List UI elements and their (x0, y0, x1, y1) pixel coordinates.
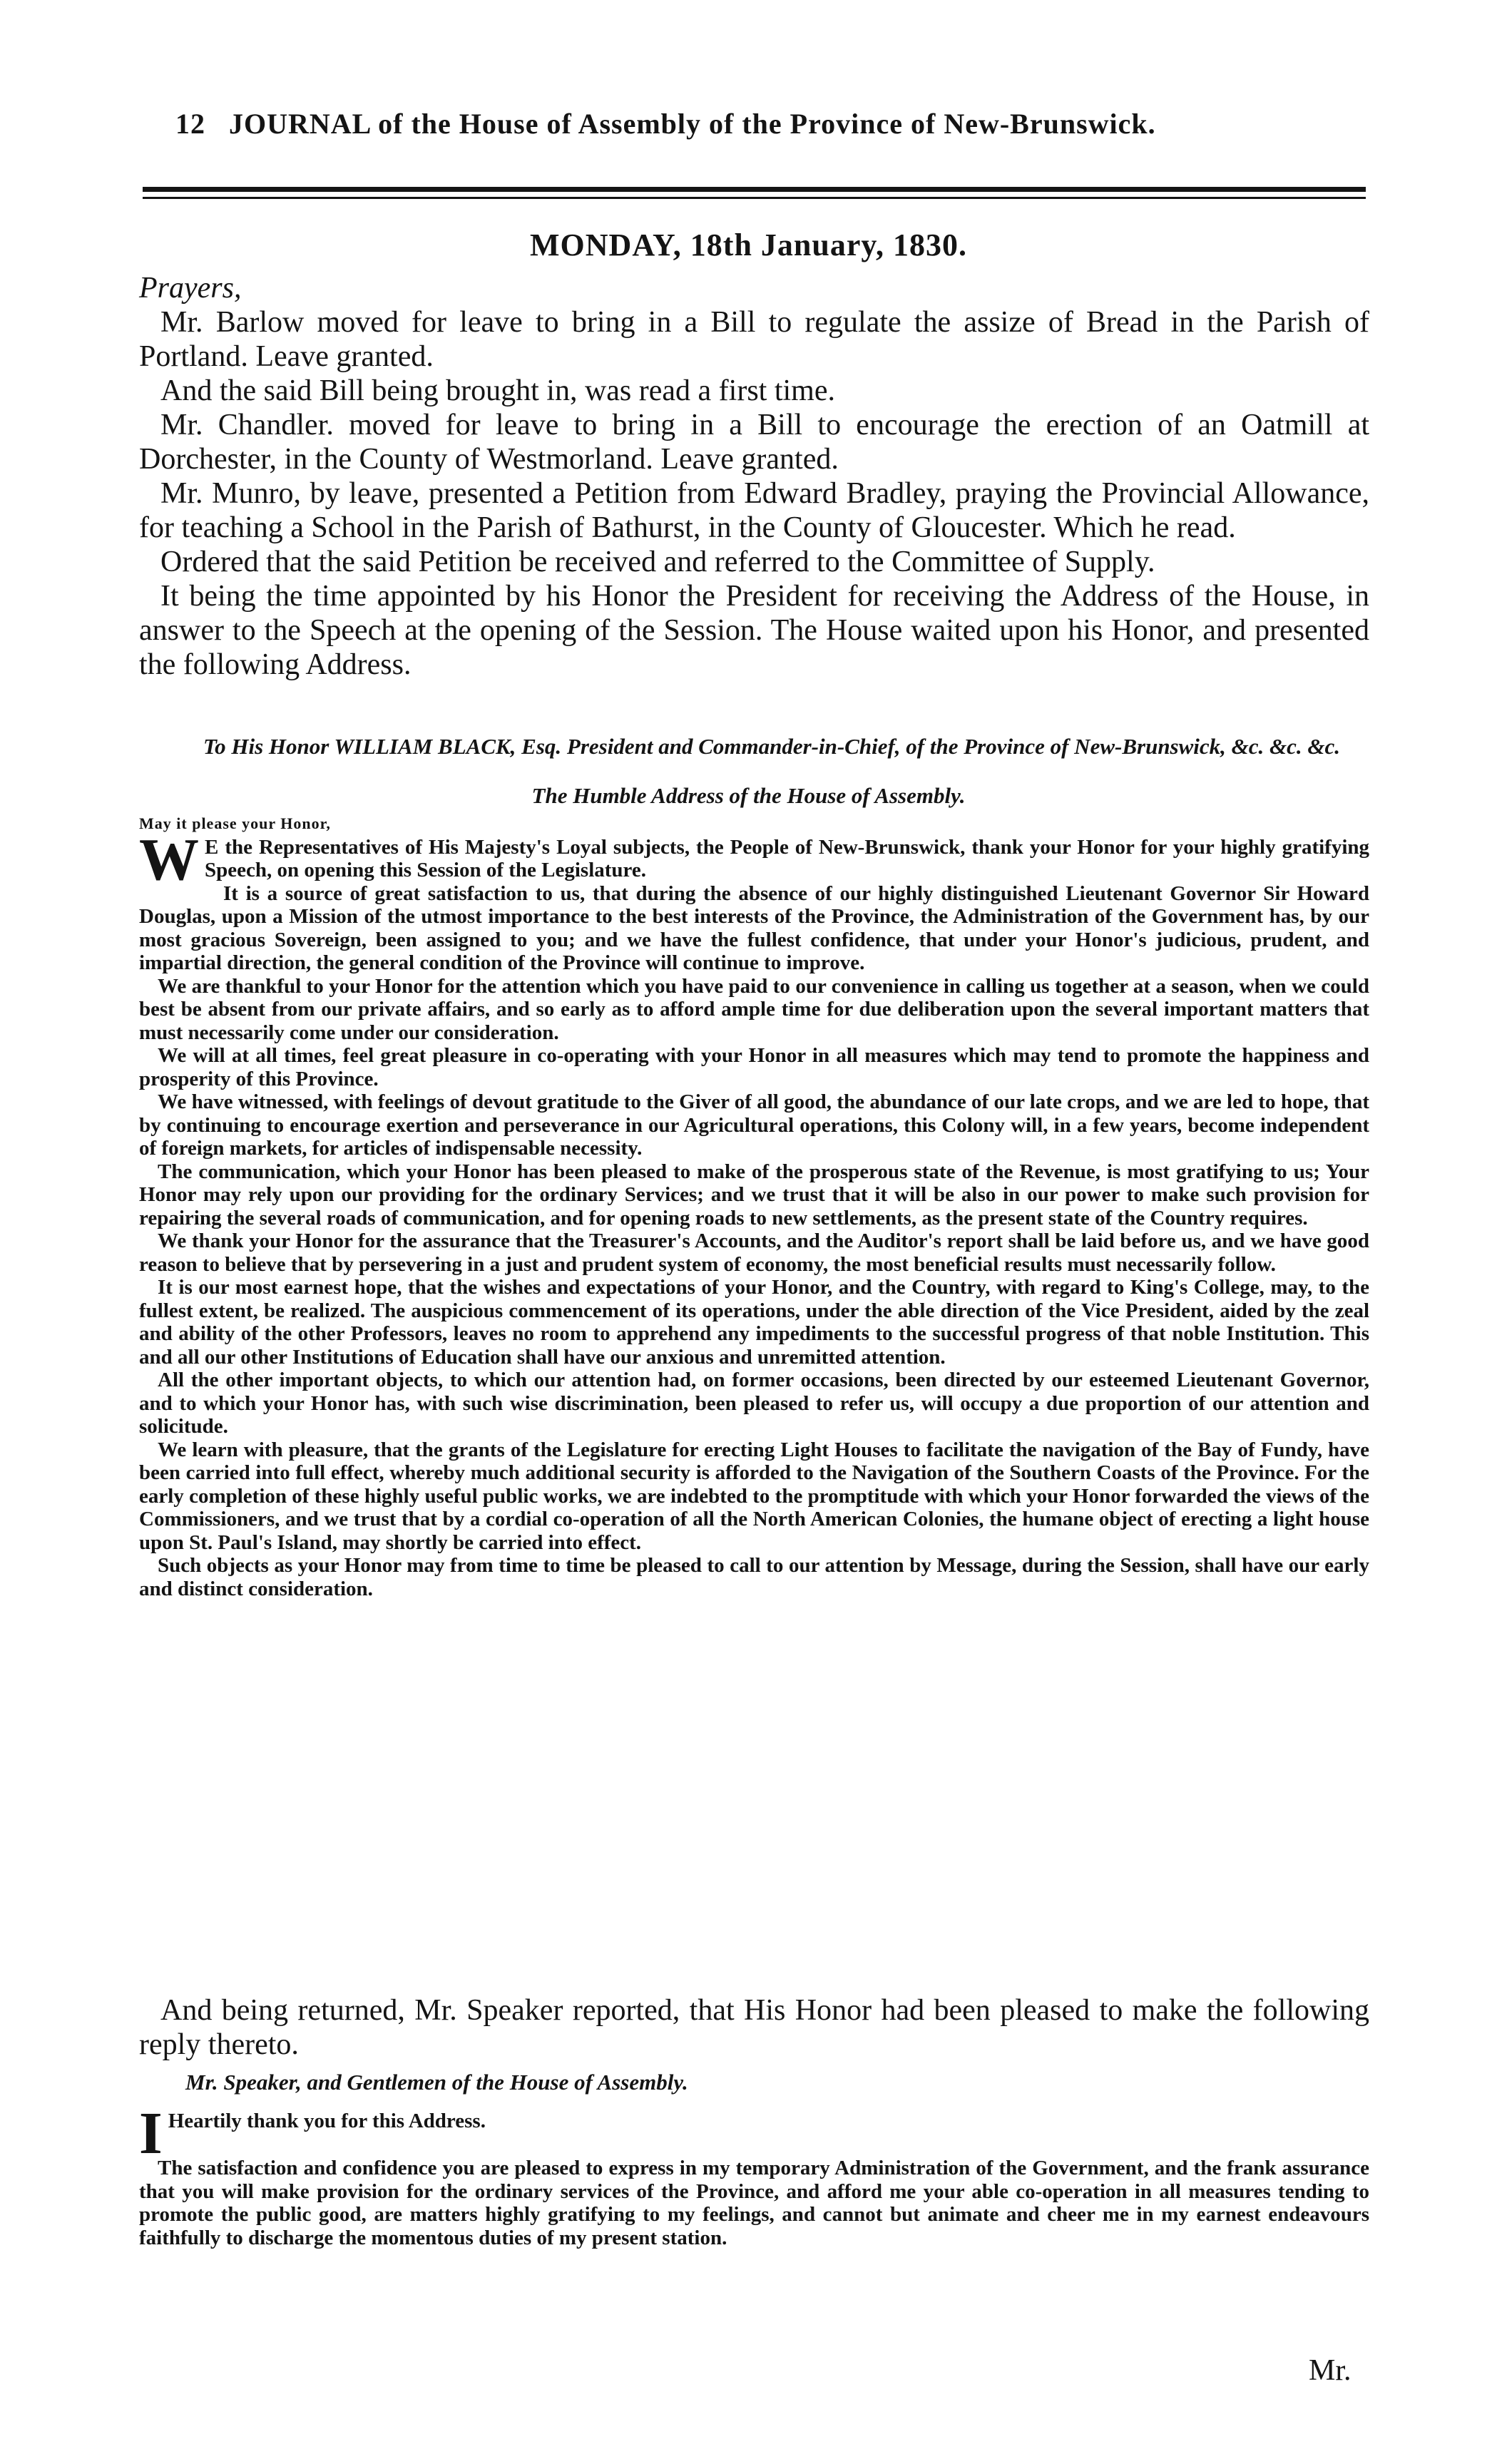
reply-heading: Mr. Speaker, and Gentlemen of the House of Assembly. (185, 2070, 688, 2095)
proceeding-paragraph: Mr. Munro, by leave, presented a Petition from Edward Bradley, praying the Provincial Allowance, for teaching a School in the Parish of Bathurst, in the County of Gloucester. Which he read. (139, 477, 1369, 544)
date-line: MONDAY, 18th January, 1830. (530, 228, 967, 262)
prayers-line: Prayers, (139, 272, 242, 305)
returned-paragraph: And being returned, Mr. Speaker reported, that His Honor had been pleased to make the following reply thereto. (139, 1994, 1369, 2061)
proceeding-paragraph: Mr. Barlow moved for leave to bring in a Bill to regulate the assize of Bread in the Parish of Portland. Leave granted. (139, 306, 1369, 373)
address-paragraph: All the other important objects, to which our attention had, on former occasions, been directed by our esteemed Lieutenant Governor, and to which your Honor has, with such wise discrimination, been pleased to refer us, will occupy a due proportion of our attention and solicitude. (139, 1369, 1369, 1438)
catchword: Mr. (1309, 2354, 1352, 2387)
address-paragraph: It is our most earnest hope, that the wishes and expectations of your Honor, and the Country, with regard to King's College, may, to the fullest extent, be realized. The auspicious commencement of its operations, under the able direction of the Vice President, aided by the zeal and ability of the other Professors, leaves no room to apprehend any impediments to the successful progress of that noble Institution. This and all our other Institutions of Education shall have our anxious and unremitted attention. (139, 1276, 1369, 1369)
opening-proceedings (139, 271, 1369, 682)
address-body (139, 809, 1369, 1600)
running-header (175, 107, 1402, 140)
address-paragraph: The communication, which your Honor has been pleased to make of the prosperous state of the Revenue, is most gratifying to us; Your Honor may rely upon our providing for the ordinary Services; and we trust that it will be also in our power to make such provision for repairing the several roads of communication, and for opening roads to new settlements, as the present state of the Country requires. (139, 1160, 1369, 1230)
address-first-paragraph: W E the Representatives of His Majesty's Loyal subjects, the People of New-Brunswick, thank your Honor for your highly gratifying Speech, on opening this Session of the Legislature. (139, 826, 1369, 893)
proceeding-paragraph: Ordered that the said Petition be received and referred to the Committee of Supply. (160, 546, 1155, 578)
page-number: 12 (175, 108, 205, 140)
address-recipient: To His Honor WILLIAM BLACK, Esq. President and Commander-in-Chief, of the Province of New-Brunswick, &c. &c. &c. (203, 734, 1341, 759)
address-paragraph: We are thankful to your Honor for the attention which you have paid to our convenience in calling us together at a season, when we could best be absent from our private affairs, and so early as to afford ample time for due deliberation upon the several important matters that must necessarily come under our consideration. (139, 974, 1369, 1044)
address-paragraph: We thank your Honor for the assurance that the Treasurer's Accounts, and the Auditor's report shall be laid before us, and we have good reason to believe that by persevering in a just and prudent system of economy, the most beneficial results must necessarily follow. (139, 1230, 1369, 1276)
header-rule-thick (143, 187, 1366, 192)
proceeding-paragraph: Mr. Chandler. moved for leave to bring in a Bill to encourage the erection of an Oatmill at Dorchester, in the County of Westmorland. Leave granted. (139, 409, 1369, 476)
proceeding-paragraph: And the said Bill being brought in, was read a first time. (160, 374, 835, 407)
reply-paragraph: The satisfaction and confidence you are pleased to express in my temporary Administration of the Government, and the frank assurance that you will make provision for the ordinary services of the Province, and afford me your able co-operation in all measures tending to promote the public good, are matters highly gratifying to my feelings, and cannot but animate and cheer me in my earnest endeavours faithfully to discharge the momentous duties of my present station. (139, 2157, 1369, 2249)
salutation: May it please your Honor, (139, 814, 331, 832)
address-paragraph: We have witnessed, with feelings of devout gratitude to the Giver of all good, the abundance of our late crops, and we are led to hope, that by continuing to encourage exertion and perseverance in our Agricultural operations, this Colony will, in a few years, become independent of foreign markets, for articles of indispensable necessity. (139, 1090, 1369, 1160)
reply-body (139, 2100, 1369, 2249)
drop-cap: I (139, 2100, 163, 2167)
reply-first-paragraph: I Heartily thank you for this Address. (139, 2100, 486, 2167)
proceeding-paragraph: It being the time appointed by his Honor the President for receiving the Address of the House, in answer to the Speech at the opening of the Session. The House waited upon his Honor, and presented the following Address. (139, 580, 1369, 681)
header-rule-thin (143, 197, 1366, 199)
address-paragraph: It is a source of great satisfaction to us, that during the absence of our highly distinguished Lieutenant Governor Sir Howard Douglas, upon a Mission of the utmost importance to the best interests of the Province, the Administration of the Government has, by our most gracious Sovereign, been assigned to you; and we have the fullest confidence, that under your Honor's judicious, prudent, and impartial direction, the general condition of the Province will continue to improve. (139, 881, 1369, 974)
address-paragraph: Such objects as your Honor may from time to time be pleased to call to our attention by Message, during the Session, shall have our early and distinct consideration. (139, 1554, 1369, 1600)
address-paragraph: We will at all times, feel great pleasure in co-operating with your Honor in all measures which may tend to promote the happiness and prosperity of this Province. (139, 1044, 1369, 1090)
drop-cap: W (139, 826, 199, 893)
address-paragraph: We learn with pleasure, that the grants of the Legislature for erecting Light Houses to facilitate the navigation of the Bay of Fundy, have been carried into full effect, whereby much additional security is afforded to the Navigation of the Southern Coasts of the Province. For the early completion of these highly useful public works, we are indebted to the promptitude with which your Honor forwarded the views of the Commissioners, and we trust that by a cordial co-operation of all the North American Colonies, the humane object of erecting a light house upon St. Paul's Island, may shortly be carried into effect. (139, 1438, 1369, 1554)
running-title: JOURNAL of the House of Assembly of the Province of New-Brunswick. (229, 108, 1156, 140)
address-title: The Humble Address of the House of Assembly. (531, 783, 966, 808)
